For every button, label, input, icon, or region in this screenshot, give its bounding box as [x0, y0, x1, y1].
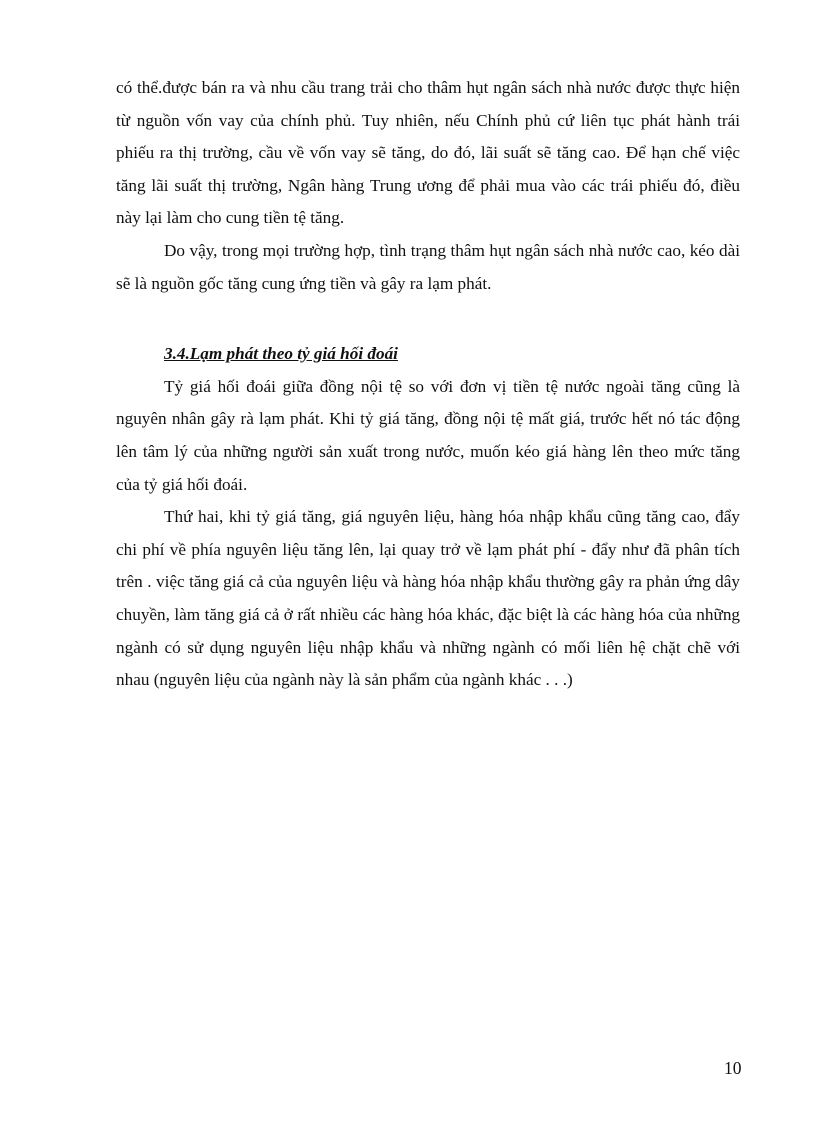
page-number: 10 — [724, 1058, 742, 1078]
paragraph-conclusion-deficit: Do vậy, trong mọi trường hợp, tình trạng thâm hụt ngân sách nhà nước cao, kéo dài sẽ là nguồn gốc tăng cung ứng tiền và gây ra lạm phát. — [116, 240, 740, 293]
paragraph-exchange-rate-cause: Tỷ giá hối đoái giữa đồng nội tệ so với đơn vị tiền tệ nước ngoài tăng cũng là nguyên nhân gây rà lạm phát. Khi tỷ giá tăng, đồng nội tệ mất giá, trước hết nó tác động lên tâm lý của những người sản xuất trong nước, muốn kéo giá hàng lên theo mức tăng của tỷ giá hối đoái. — [116, 376, 740, 494]
paragraph-budget-deficit-financing: có thể.được bán ra và nhu cầu trang trải cho thâm hụt ngân sách nhà nước được thực hiện từ nguồn vốn vay của chính phủ. Tuy nhiên, nếu Chính phủ cứ liên tục phát hành trái phiếu ra thị trường, cầu về vốn vay sẽ tăng, do đó, lãi suất sẽ tăng cao. Để hạn chế việc tăng lãi suất thị trường, Ngân hàng Trung ương để phải mua vào các trái phiếu đó, điều này lại làm cho cung tiền tệ tăng. — [116, 78, 740, 228]
document-body — [116, 72, 740, 697]
paragraph-import-cost-effect: Thứ hai, khi tỷ giá tăng, giá nguyên liệu, hàng hóa nhập khẩu cũng tăng cao, đẩy chi phí về phía nguyên liệu tăng lên, lại quay trở về lạm phát phí - đẩy như đã phân tích trên . việc tăng giá cả của nguyên liệu và hàng hóa nhập khẩu thường gây ra phản ứng dây chuyền, làm tăng giá cả ở rất nhiều các hàng hóa khác, đặc biệt là các hàng hóa của những ngành có sử dụng nguyên liệu nhập khẩu và những ngành có mối liên hệ chặt chẽ với nhau (nguyên liệu của ngành này là sản phẩm của ngành khác . . .) — [116, 507, 740, 690]
section-heading: 3.4.Lạm phát theo tỷ giá hối đoái — [164, 344, 398, 364]
